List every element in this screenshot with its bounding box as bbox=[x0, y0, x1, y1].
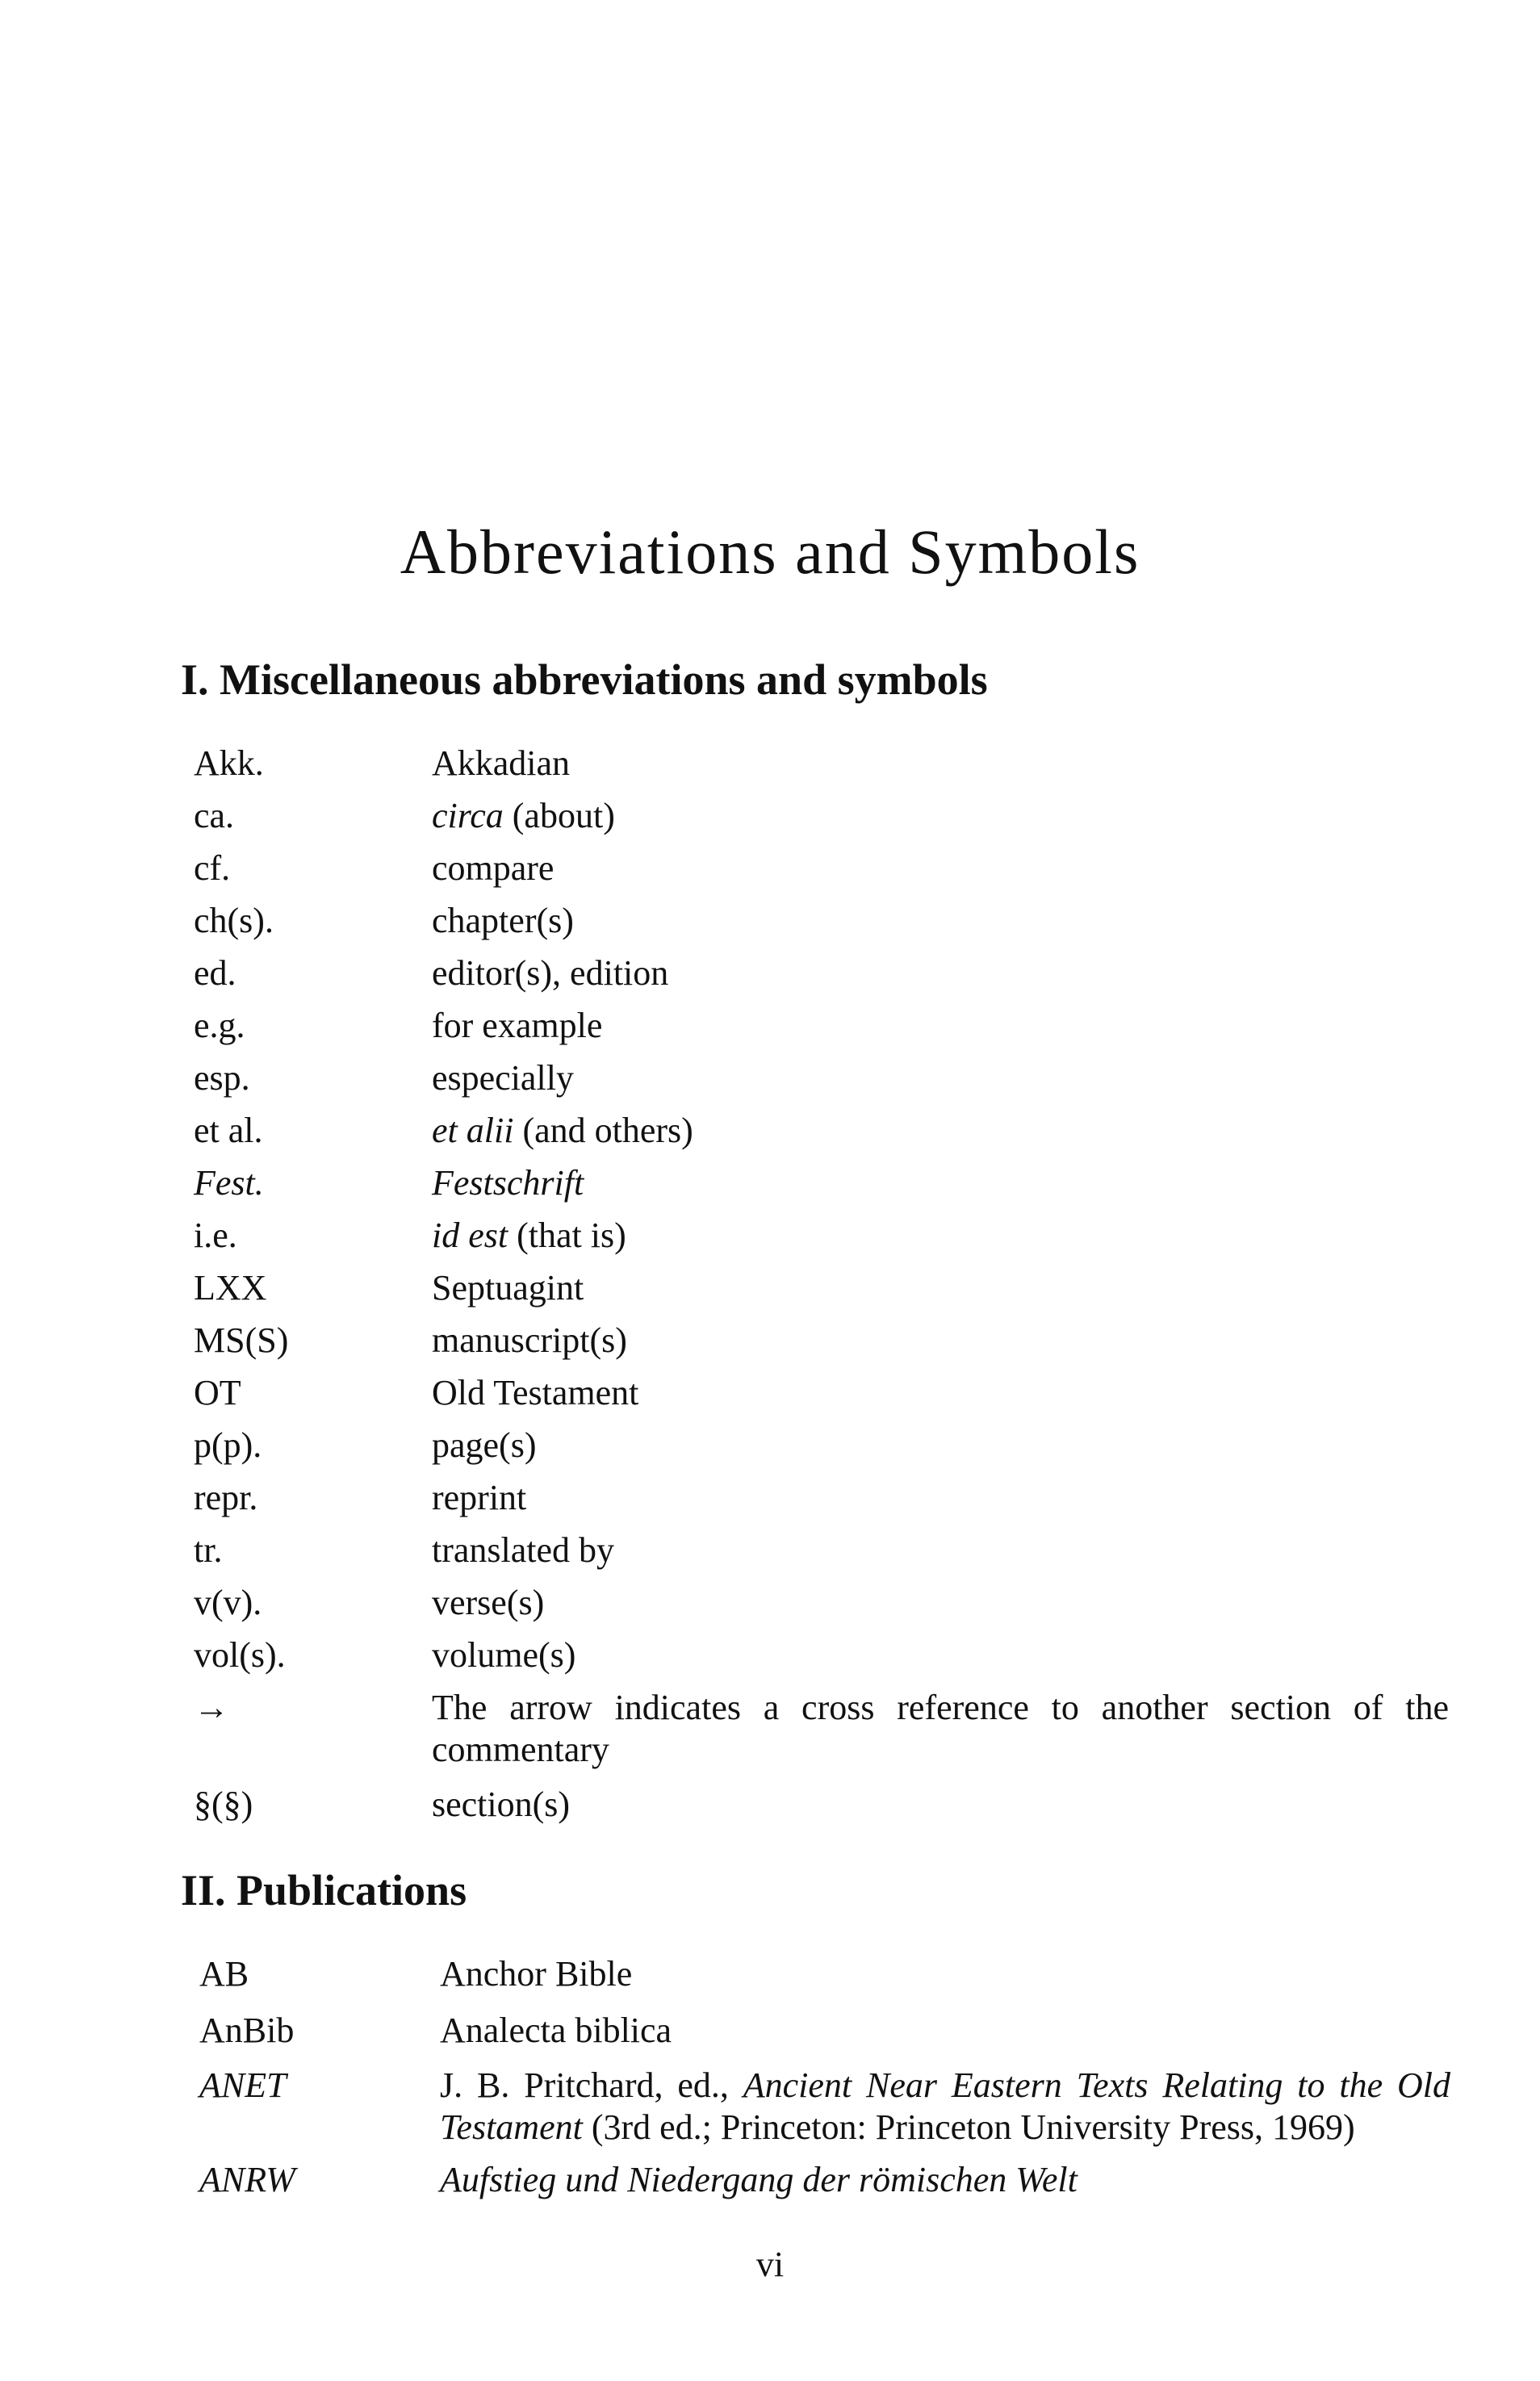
definition: section(s) bbox=[432, 1785, 571, 1824]
abbreviation: Fest. bbox=[194, 1163, 264, 1203]
abbreviation: OT bbox=[194, 1373, 241, 1412]
definition: Akkadian bbox=[432, 743, 571, 783]
definition: page(s) bbox=[432, 1425, 537, 1465]
abbreviation: ca. bbox=[194, 796, 235, 835]
page-title: Abbreviations and Symbols bbox=[400, 517, 1140, 587]
abbreviation: i.e. bbox=[194, 1216, 237, 1255]
page-number: vi bbox=[755, 2245, 785, 2284]
definition-italic: circa bbox=[432, 796, 504, 835]
abbreviation: AB bbox=[199, 1954, 249, 1994]
definition-rest: (about) bbox=[503, 796, 615, 835]
definition-italic: Ancient Near Eastern Texts Relating to the Old Testament bbox=[440, 2065, 1450, 2147]
arrow-symbol: → bbox=[194, 1688, 229, 1727]
abbreviation: §(§) bbox=[194, 1785, 253, 1824]
definition: for example bbox=[432, 1006, 603, 1045]
definition: translated by bbox=[432, 1530, 615, 1570]
abbreviation: e.g. bbox=[194, 1006, 245, 1045]
definition: chapter(s) bbox=[432, 901, 574, 940]
abbreviation: Akk. bbox=[194, 743, 264, 783]
definition: volume(s) bbox=[432, 1635, 576, 1675]
definition: The arrow indicates a cross reference to another section of the commentary bbox=[432, 1688, 1449, 1769]
abbreviation: vol(s). bbox=[194, 1635, 286, 1675]
definition: editor(s), edition bbox=[432, 953, 669, 993]
definition bbox=[440, 2065, 1450, 2149]
abbreviation: tr. bbox=[194, 1530, 223, 1570]
definition: Analecta biblica bbox=[440, 2011, 672, 2050]
definition: reprint bbox=[432, 1478, 527, 1517]
definition-rest: (that is) bbox=[508, 1216, 626, 1255]
definition bbox=[432, 1215, 626, 1257]
abbreviation: cf. bbox=[194, 848, 231, 888]
abbreviation: v(v). bbox=[194, 1583, 262, 1622]
abbreviation: ed. bbox=[194, 953, 236, 993]
abbreviation: esp. bbox=[194, 1058, 250, 1098]
section-heading-publications: II. Publications bbox=[181, 1866, 467, 1914]
abbreviation: LXX bbox=[194, 1268, 267, 1308]
abbreviation: p(p). bbox=[194, 1425, 262, 1465]
definition: Festschrift bbox=[432, 1163, 584, 1203]
definition: manuscript(s) bbox=[432, 1320, 627, 1360]
definition: Old Testament bbox=[432, 1373, 639, 1412]
definition-rest: (and others) bbox=[513, 1111, 693, 1150]
section-heading-misc: I. Miscellaneous abbreviations and symbols bbox=[181, 655, 988, 704]
definition-italic: id est bbox=[432, 1216, 508, 1255]
definition bbox=[432, 1110, 693, 1152]
abbreviation: MS(S) bbox=[194, 1320, 289, 1360]
definition: especially bbox=[432, 1058, 574, 1098]
definition-italic: et alii bbox=[432, 1111, 514, 1150]
definition: compare bbox=[432, 848, 554, 888]
abbreviation: et al. bbox=[194, 1111, 263, 1150]
definition: Aufstieg und Niedergang der römischen Welt bbox=[440, 2160, 1078, 2199]
definition: Anchor Bible bbox=[440, 1954, 633, 1994]
definition bbox=[432, 795, 615, 837]
definition: Septuagint bbox=[432, 1268, 584, 1308]
abbreviation: AnBib bbox=[199, 2011, 295, 2050]
definition-prefix: J. B. Pritchard, ed., bbox=[440, 2065, 743, 2105]
abbreviation: repr. bbox=[194, 1478, 258, 1517]
definition-rest: (3rd ed.; Princeton: Princeton University Press, 1969) bbox=[582, 2107, 1355, 2147]
abbreviation: ANET bbox=[199, 2065, 287, 2105]
definition: verse(s) bbox=[432, 1583, 545, 1622]
abbreviation: ch(s). bbox=[194, 901, 274, 940]
abbreviation: ANRW bbox=[199, 2160, 295, 2199]
